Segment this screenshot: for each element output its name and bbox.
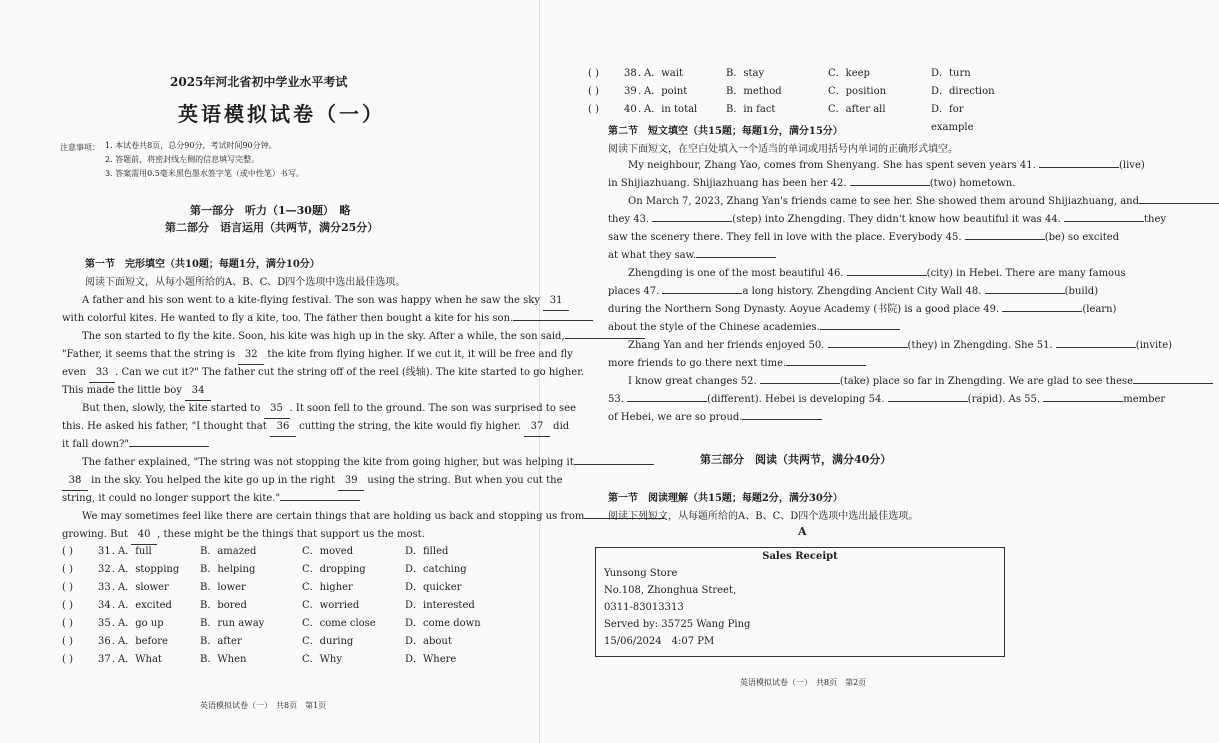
answer-blank[interactable]: 40 [131,526,157,545]
answer-blank[interactable] [696,257,776,258]
option-d[interactable]: D．quicker [405,582,462,593]
exam-page-1 [0,0,585,743]
answer-blank[interactable] [820,329,900,330]
passage-text: (take) place so far in Zhengding. We are glad to see these [839,376,1134,387]
passage-label: A [798,525,807,538]
option-row [62,597,482,615]
passage-line [62,382,211,401]
answer-bracket[interactable]: ( ) [588,104,599,115]
option-row [588,83,1008,101]
option-c[interactable]: C．Why [302,654,343,665]
option-c[interactable]: C．worried [302,600,360,611]
option-a[interactable]: A．What [118,654,162,665]
passage-text: during the Northern Song Dynasty. Aoyue Academy (书院) is a good place 49. [608,304,1003,315]
passage-text: I know great changes 52. [628,376,760,387]
notice-1: 1. 本试卷共8页，总分90分，考试时间90分钟。 [105,141,277,150]
answer-blank[interactable]: 33 [89,364,115,383]
answer-blank[interactable] [129,446,209,447]
passage-text: growing. But [62,529,132,540]
passage-text: (learn) [1082,304,1117,315]
answer-blank[interactable] [1064,221,1144,222]
option-row [62,561,482,579]
answer-blank[interactable]: 32 [238,346,264,365]
passage-text: (step) into Zhengding. They didn't know how beautiful it was 44. [732,214,1065,225]
paper-title: 英语模拟试卷（一） [178,102,385,126]
option-row [62,633,482,651]
answer-bracket[interactable]: ( ) [62,618,73,629]
answer-blank[interactable] [760,383,840,384]
passage-text: more friends to go there next time. [608,358,787,369]
answer-blank[interactable]: 31 [543,292,569,311]
passage-text: using the string. But when you cut the [364,475,563,486]
passage-text: at what they saw. [608,250,697,261]
option-d[interactable]: D．catching [405,564,467,575]
answer-blank[interactable] [1043,401,1123,402]
answer-blank[interactable] [1056,347,1136,348]
passage-text: Zhang Yan and her friends enjoyed 50. [628,340,828,351]
answer-bracket[interactable]: ( ) [62,654,73,665]
passage-text: (rapid). As 55. [967,394,1044,405]
question-number: 31 [98,546,111,557]
passage-text: But then, slowly, the kite started to [82,403,264,414]
option-row [62,651,482,669]
passage-line [82,292,569,311]
question-dot: . [112,618,116,629]
option-a[interactable]: A．stopping [118,564,180,575]
passage-text: a long history. Zhengding Ancient City Wall 48. [742,286,985,297]
option-d[interactable]: D．turn [931,68,971,79]
section2-instruction: 阅读下面短文，在空白处填入一个适当的单词或用括号内单词的正确形式填空。 [608,144,958,155]
passage-line [62,364,584,383]
answer-blank[interactable] [742,419,822,420]
answer-bracket[interactable]: ( ) [62,582,73,593]
question-dot: . [638,86,642,97]
passage-text: the kite from flying higher. If we cut it, it will be free and fly [264,349,573,360]
question-number: 36 [98,636,111,647]
exam-title: 2025年河北省初中学业水平考试 [170,75,348,89]
answer-blank[interactable]: 35 [264,400,290,419]
option-c[interactable]: C．moved [302,546,354,557]
option-b[interactable]: B．after [200,636,242,647]
passage-text: this. He asked his father, "I thought that [62,421,270,432]
option-a[interactable]: A．slower [118,582,169,593]
passage-text: 53. [608,394,628,405]
section1-heading: 第一节 完形填空（共10题；每题1分，满分10分） [85,259,320,270]
passage-text: . Can we cut it?" The father cut the string off of the reel (线轴). The kite started to go higher. [115,367,585,378]
passage-text: cutting the string, the kite would fly higher. [295,421,524,432]
passage-line [62,418,569,437]
passage-line [628,193,1219,211]
passage-text: they 43. [608,214,653,225]
passage-line [608,391,1165,409]
option-b[interactable]: B．stay [726,68,765,79]
section2-heading: 第二节 短文填空（共15题；每题1分，满分15分） [608,126,843,137]
passage-line [628,337,1172,355]
option-b[interactable]: B．amazed [200,546,257,557]
receipt-address: No.108, Zhonghua Street, [604,585,737,596]
passage-text: (live) [1119,160,1145,171]
question-number: 37 [98,654,111,665]
answer-blank[interactable] [828,347,908,348]
passage-text: string, it could no longer support the kite." [62,493,281,504]
passage-text: , these might be the things that support us the most. [157,529,425,540]
notice-label: 注意事项： [60,143,100,152]
option-c[interactable]: C．after all [828,104,886,115]
option-a[interactable]: A．full [118,546,152,557]
passage-text: (invite) [1135,340,1173,351]
passage-line [608,175,1015,193]
answer-blank[interactable]: 37 [524,418,550,437]
answer-blank[interactable] [1139,203,1219,204]
option-a[interactable]: A．in total [644,104,698,115]
passage-line [82,400,576,419]
answer-bracket[interactable]: ( ) [588,86,599,97]
page2-footer: 英语模拟试卷（一） 共8页 第2页 [740,678,867,687]
section3-instruction: 阅读下列短文，从每题所给的A、B、C、D四个选项中选出最佳选项。 [608,511,919,522]
answer-blank[interactable] [786,365,866,366]
notice-2: 2. 答题前，将密封线左侧的信息填写完整。 [105,155,260,164]
option-d[interactable]: D．filled [405,546,449,557]
page1-footer: 英语模拟试卷（一） 共8页 第1页 [200,701,327,710]
option-d[interactable]: D．direction [931,86,995,97]
answer-bracket[interactable]: ( ) [62,546,73,557]
passage-line [62,310,593,328]
passage-text: about the style of the Chinese academies. [608,322,820,333]
answer-blank[interactable] [850,185,930,186]
passage-text: The father explained, "The string was not stopping the kite from going higher, but was helping it [82,457,574,468]
option-c[interactable]: C．dropping [302,564,366,575]
passage-line [628,373,1213,391]
passage-text: (be) so excited [1044,232,1120,243]
part2-heading: 第二部分 语言运用（共两节，满分25分） [165,221,379,234]
receipt-served-by: Served by: 35725 Wang Ping [604,619,751,630]
question-dot: . [112,564,116,575]
option-b[interactable]: B．bored [200,600,247,611]
passage-text: Zhengding is one of the most beautiful 46. [628,268,847,279]
answer-bracket[interactable]: ( ) [62,636,73,647]
receipt-store: Yunsong Store [604,568,678,579]
receipt-phone: 0311-83013313 [604,602,684,613]
question-number: 38 [624,68,637,79]
passage-line [608,229,1119,247]
option-c[interactable]: C．position [828,86,887,97]
option-row [62,615,482,633]
passage-text: (build) [1064,286,1099,297]
option-a[interactable]: A．go up [118,618,164,629]
question-number: 40 [624,104,637,115]
passage-line [628,265,1126,283]
passage-text: places 47. [608,286,663,297]
passage-line [608,355,866,373]
answer-blank[interactable] [847,275,927,276]
option-row [588,65,1008,83]
passage-line [62,346,573,365]
answer-bracket[interactable]: ( ) [62,564,73,575]
passage-text: "Father, it seems that the string is [62,349,239,360]
answer-blank[interactable] [888,401,968,402]
option-row [62,543,482,561]
answer-blank[interactable]: 38 [62,472,88,491]
option-a[interactable]: A．wait [644,68,683,79]
question-number: 34 [98,600,111,611]
answer-blank[interactable] [280,500,360,501]
option-d[interactable]: D．for example [931,104,974,133]
answer-blank[interactable] [965,239,1045,240]
answer-blank[interactable]: 34 [185,382,211,401]
question-dot: . [638,68,642,79]
option-c[interactable]: C．higher [302,582,353,593]
cloze-options [62,543,482,669]
passage-text: they [1144,214,1167,225]
passage-line [62,436,209,454]
option-c[interactable]: C．come close [302,618,376,629]
passage-text: My neighbour, Zhang Yao, comes from Shenyang. She has spent seven years 41. [628,160,1039,171]
passage-text: saw the scenery there. They fell in love with the place. Everybody 45. [608,232,965,243]
passage-text: in the sky. You helped the kite go up in the right [88,475,339,486]
passage-text: On March 7, 2023, Zhang Yan's friends came to see her. She showed them around Shijiazhuang, and [628,196,1140,207]
question-dot: . [638,104,642,115]
question-number: 39 [624,86,637,97]
option-d[interactable]: D．come down [405,618,481,629]
answer-blank[interactable]: 36 [270,418,296,437]
passage-text: (two) hometown. [929,178,1016,189]
passage-text: (they) in Zhengding. She 51. [907,340,1056,351]
passage-line [608,409,822,427]
passage-text: This made the little boy [62,385,186,396]
question-dot: . [112,654,116,665]
passage-line [62,490,360,508]
passage-line [608,247,776,265]
passage-text: did [549,421,570,432]
passage-text: (city) in Hebei. There are many famous [926,268,1126,279]
passage-text: even [62,367,90,378]
receipt-datetime: 15/06/2024 4:07 PM [604,636,715,647]
question-number: 32 [98,564,111,575]
option-d[interactable]: D．Where [405,654,457,665]
passage-text: member [1123,394,1166,405]
answer-blank[interactable] [627,401,707,402]
option-c[interactable]: C．during [302,636,354,647]
option-a[interactable]: A．point [644,86,688,97]
passage-text: of Hebei, we are so proud. [608,412,743,423]
option-b[interactable]: B．lower [200,582,246,593]
question-dot: . [112,546,116,557]
passage-line [608,301,1116,319]
option-b[interactable]: B．When [200,654,247,665]
part1-heading: 第一部分 听力（1—30题） 略 [190,204,351,217]
answer-blank[interactable] [985,293,1065,294]
receipt-title: Sales Receipt [762,551,838,562]
passage-text: (different). Hebei is developing 54. [707,394,888,405]
passage-text: The son started to fly the kite. Soon, his kite was high up in the sky. After a while, the son said, [82,331,565,342]
question-number: 35 [98,618,111,629]
answer-blank[interactable] [1039,167,1119,168]
option-b[interactable]: B．helping [200,564,256,575]
option-c[interactable]: C．keep [828,68,870,79]
answer-blank[interactable]: 39 [338,472,364,491]
section3-heading: 第一节 阅读理解（共15题；每题2分，满分30分） [608,493,843,504]
passage-text: it fall down?" [62,439,130,450]
passage-text: We may sometimes feel like there are certain things that are holding us back and stopping us from [82,511,585,522]
answer-blank[interactable] [662,293,742,294]
passage-text: in Shijiazhuang. Shijiazhuang has been her 42. [608,178,850,189]
sales-receipt [595,547,1005,657]
section1-instruction: 阅读下面短文，从每小题所给的A、B、C、D四个选项中选出最佳选项。 [85,277,406,288]
option-d[interactable]: D．interested [405,600,475,611]
option-d[interactable]: D．about [405,636,452,647]
question-dot: . [112,582,116,593]
option-row [62,579,482,597]
notice-3: 3. 答案需用0.5毫米黑色墨水签字笔（或中性笔）书写。 [105,169,304,178]
option-b[interactable]: B．in fact [726,104,776,115]
passage-text: A father and his son went to a kite-flying festival. The son was happy when he saw the sky [82,295,544,306]
passage-line [608,283,1098,301]
answer-blank[interactable] [652,221,732,222]
passage-line [608,319,900,337]
option-a[interactable]: A．before [118,636,168,647]
answer-bracket[interactable]: ( ) [588,68,599,79]
answer-bracket[interactable]: ( ) [62,600,73,611]
passage-line [62,472,562,491]
question-dot: . [112,636,116,647]
passage-text: with colorful kites. He wanted to fly a kite, too. The father then bought a kite for his son. [62,313,514,324]
passage-text: . It soon fell to the ground. The son was surprised to see [289,403,576,414]
answer-blank[interactable] [1002,311,1082,312]
answer-blank[interactable] [1133,383,1213,384]
part3-heading: 第三部分 阅读（共两节，满分40分） [700,453,892,466]
option-b[interactable]: B．method [726,86,782,97]
question-number: 33 [98,582,111,593]
option-a[interactable]: A．excited [118,600,172,611]
question-dot: . [112,600,116,611]
option-b[interactable]: B．run away [200,618,265,629]
passage-line [628,157,1145,175]
passage-line [608,211,1166,229]
